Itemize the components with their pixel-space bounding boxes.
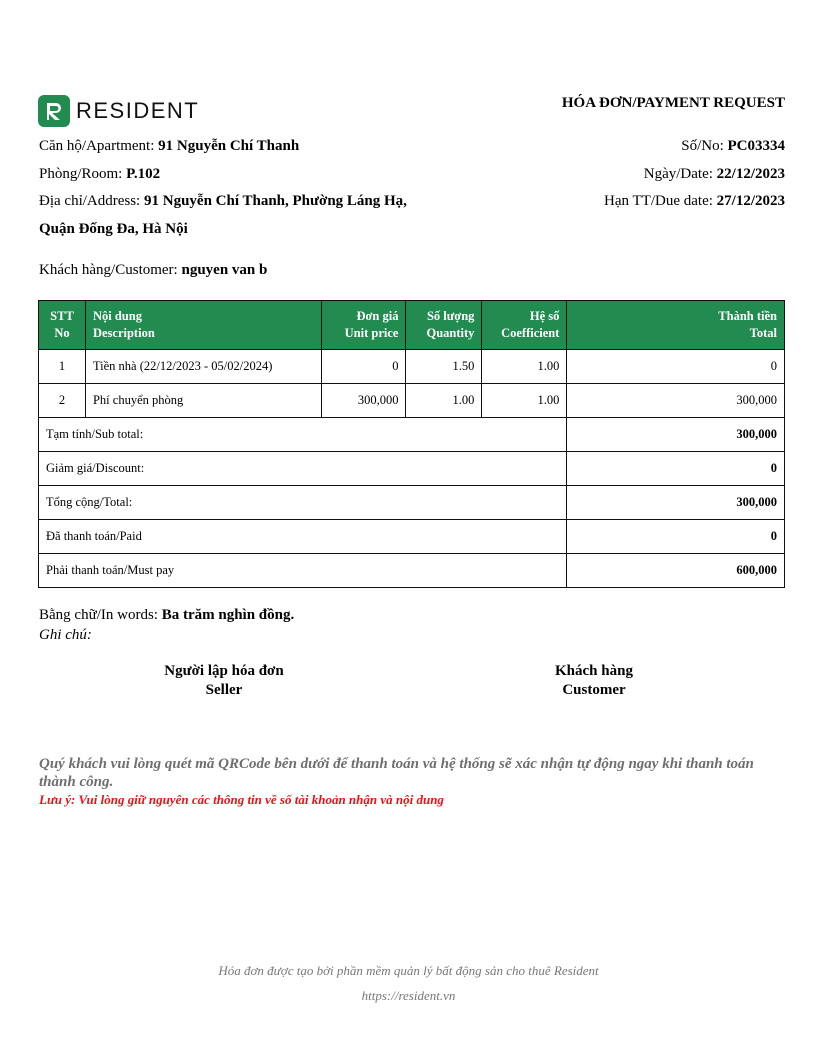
header-unit-price: Đơn giá Unit price [321, 301, 406, 350]
invoice-number-line [604, 133, 785, 161]
header-quantity: Số lượng Quantity [406, 301, 482, 350]
invoice-meta [604, 133, 785, 216]
due-date-label: Hạn TT/Due date: [604, 193, 717, 209]
header-coefficient: Hệ số Coefficient [482, 301, 567, 350]
payment-notice: Quý khách vui lòng quét mã QRCode bên dưới để thanh toán và hệ thống sẽ xác nhận tự động ngay khi thanh toán thành công. [39, 756, 754, 790]
amount-in-words [39, 607, 294, 624]
customer-label: Khách hàng/Customer: [39, 262, 182, 278]
total-value: 300,000 [736, 495, 777, 509]
must-pay-label: Phải thanh toán/Must pay [39, 554, 567, 588]
address-line [39, 188, 419, 243]
row-unit-price: 0 [321, 350, 406, 384]
subtotal-value: 300,000 [736, 427, 777, 441]
invoice-number-value: PC03334 [727, 138, 785, 154]
resident-r-logo-icon [38, 95, 70, 127]
customer-label-en: Customer [562, 682, 626, 698]
summary-row-total [39, 486, 785, 520]
resident-logo [38, 95, 199, 127]
table-row [39, 384, 785, 418]
address-label: Địa chỉ/Address: [39, 193, 144, 209]
apartment-line [39, 133, 419, 161]
customer-line [39, 262, 267, 279]
apartment-label: Căn hộ/Apartment: [39, 138, 159, 154]
summary-row-paid [39, 520, 785, 554]
room-label: Phòng/Room: [39, 165, 127, 182]
address-value: 91 Nguyễn Chí Thanh, Phường Láng Hạ, Quận Đống Đa, Hà Nội [39, 193, 407, 237]
in-words-value: Ba trăm nghìn đồng. [161, 607, 295, 623]
invoice-number-label: Số/No: [681, 138, 728, 154]
room-line [39, 161, 419, 189]
row-total: 300,000 [567, 384, 785, 418]
seller-label-vi: Người lập hóa đơn [164, 663, 284, 679]
invoice-date-line [604, 161, 785, 189]
footer [0, 958, 817, 1008]
warning-note: Lưu ý: Vui lòng giữ nguyên các thông tin về số tài khoản nhận và nội dung [39, 792, 444, 807]
row-no: 1 [39, 350, 86, 384]
must-pay-value: 600,000 [736, 563, 777, 577]
apartment-value: 91 Nguyễn Chí Thanh [158, 138, 300, 154]
footer-link[interactable]: https://resident.vn [361, 988, 456, 1003]
paid-label: Đã thanh toán/Paid [39, 520, 567, 554]
row-no: 2 [39, 384, 86, 418]
document-title: HÓA ĐƠN/PAYMENT REQUEST [561, 95, 785, 111]
customer-label-vi: Khách hàng [555, 663, 633, 679]
header-total: Thành tiền Total [567, 301, 785, 350]
invoice-items-table [38, 300, 785, 588]
row-unit-price: 300,000 [321, 384, 406, 418]
row-quantity: 1.50 [406, 350, 482, 384]
row-coefficient: 1.00 [482, 384, 567, 418]
due-date-line [604, 188, 785, 216]
table-header-row [39, 301, 785, 350]
property-info [39, 133, 419, 243]
row-total: 0 [567, 350, 785, 384]
discount-value: 0 [770, 461, 777, 475]
note-label: Ghi chú: [39, 627, 92, 643]
row-description: Tiền nhà (22/12/2023 - 05/02/2024) [85, 350, 321, 384]
paid-value: 0 [770, 529, 777, 543]
seller-label-en: Seller [205, 682, 243, 698]
room-value: P.102 [126, 165, 161, 182]
header-no: STT No [39, 301, 86, 350]
discount-label: Giảm giá/Discount: [39, 452, 567, 486]
invoice-date-label: Ngày/Date: [643, 165, 717, 182]
summary-row-subtotal [39, 418, 785, 452]
seller-signature [150, 662, 298, 700]
table-row [39, 350, 785, 384]
summary-row-discount [39, 452, 785, 486]
row-quantity: 1.00 [406, 384, 482, 418]
brand-name: RESIDENT [76, 98, 200, 123]
header-description: Nội dung Description [85, 301, 321, 350]
row-coefficient: 1.00 [482, 350, 567, 384]
subtotal-label: Tạm tính/Sub total: [39, 418, 567, 452]
customer-name: nguyen van b [181, 262, 268, 278]
summary-row-must-pay [39, 554, 785, 588]
invoice-date-value: 22/12/2023 [716, 165, 785, 182]
customer-signature [530, 662, 658, 700]
footer-text: Hóa đơn được tạo bởi phần mềm quản lý bất động sản cho thuê Resident [218, 963, 599, 978]
in-words-label: Bằng chữ/In words: [39, 607, 162, 623]
due-date-value: 27/12/2023 [716, 193, 785, 209]
row-description: Phí chuyển phòng [85, 384, 321, 418]
total-label: Tổng cộng/Total: [39, 486, 567, 520]
